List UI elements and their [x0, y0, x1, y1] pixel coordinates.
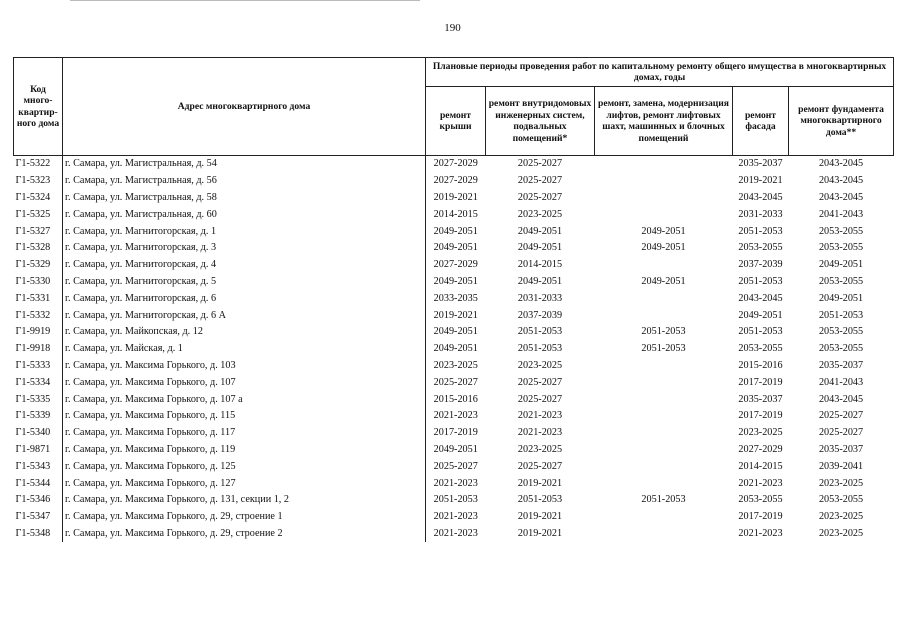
cell-lifts: 2051-2053: [641, 326, 686, 338]
cell-address: г. Самара, ул. Максима Горького, д. 115: [63, 408, 426, 425]
cell-code: Г1-5347: [14, 509, 63, 526]
cell-lifts: [595, 442, 733, 459]
table-row: [14, 492, 894, 509]
cell-address: г. Самара, ул. Максима Горького, д. 107: [63, 374, 426, 391]
cell-facade: 2017-2019: [738, 410, 783, 422]
cell-foundation: 2049-2051: [818, 259, 864, 271]
cell-address: г. Самара, ул. Максима Горького, д. 29, строение 1: [63, 509, 426, 526]
cell-systems: 2025-2027: [517, 393, 563, 405]
cell-facade: 2015-2016: [738, 359, 783, 371]
cell-address: г. Самара, ул. Максима Горького, д. 131, секции 1, 2: [63, 492, 426, 509]
table-row: [14, 374, 894, 391]
cell-address: г. Самара, ул. Магистральная, д. 58: [63, 190, 426, 207]
cell-roof: 2014-2015: [433, 208, 478, 220]
cell-facade: 2053-2055: [738, 494, 783, 506]
table-row: [14, 391, 894, 408]
cell-lifts: [595, 156, 733, 173]
cell-lifts: [595, 408, 733, 425]
cell-systems: 2021-2023: [517, 427, 563, 439]
cell-systems: 2019-2021: [517, 527, 563, 539]
cell-facade: 2035-2037: [738, 393, 783, 405]
cell-address: г. Самара, ул. Майская, д. 1: [63, 341, 426, 358]
cell-address: г. Самара, ул. Магнитогорская, д. 4: [63, 257, 426, 274]
cell-foundation: 2053-2055: [818, 326, 864, 338]
cell-roof: 2049-2051: [433, 326, 478, 338]
cell-lifts: [595, 391, 733, 408]
table-row: [14, 290, 894, 307]
cell-address: г. Самара, ул. Магнитогорская, д. 1: [63, 223, 426, 240]
cell-facade: 2021-2023: [738, 527, 783, 539]
table-row: [14, 341, 894, 358]
cell-code: Г1-5331: [14, 290, 63, 307]
cell-facade: 2053-2055: [738, 242, 783, 254]
table-row: [14, 324, 894, 341]
cell-roof: 2027-2029: [433, 158, 478, 170]
header-systems: ремонт внутридомовых инженерных систем, подвальных помещений*: [486, 87, 595, 156]
cell-address: г. Самара, ул. Максима Горького, д. 127: [63, 475, 426, 492]
cell-systems: 2025-2027: [517, 175, 563, 187]
cell-code: Г1-5325: [14, 206, 63, 223]
cell-address: г. Самара, ул. Максима Горького, д. 119: [63, 442, 426, 459]
table-row: [14, 206, 894, 223]
cell-code: Г1-5330: [14, 274, 63, 291]
cell-roof: 2021-2023: [433, 511, 478, 523]
cell-roof: 2025-2027: [433, 460, 478, 472]
table-row: [14, 223, 894, 240]
header-periods-group: Плановые периоды проведения работ по капитальному ремонту общего имущества в многоквартирных домах, годы: [426, 58, 894, 87]
cell-lifts: [595, 475, 733, 492]
cell-code: Г1-5343: [14, 458, 63, 475]
cell-systems: 2051-2053: [517, 343, 563, 355]
cell-facade: 2023-2025: [738, 427, 783, 439]
cell-roof: 2049-2051: [433, 443, 478, 455]
cell-code: Г1-5328: [14, 240, 63, 257]
cell-foundation: 2025-2027: [818, 427, 864, 439]
table-row: [14, 173, 894, 190]
cell-foundation: 2053-2055: [818, 242, 864, 254]
cell-roof: 2027-2029: [433, 259, 478, 271]
cell-facade: 2019-2021: [738, 175, 783, 187]
cell-systems: 2025-2027: [517, 376, 563, 388]
cell-foundation: 2043-2045: [818, 393, 864, 405]
cell-systems: 2049-2051: [517, 275, 563, 287]
cell-foundation: 2035-2037: [818, 443, 864, 455]
cell-address: г. Самара, ул. Максима Горького, д. 107 а: [63, 391, 426, 408]
cell-foundation: 2043-2045: [818, 191, 864, 203]
table-row: [14, 442, 894, 459]
cell-facade: 2051-2053: [738, 275, 783, 287]
cell-roof: 2015-2016: [433, 393, 478, 405]
table-row: [14, 257, 894, 274]
header-address: Адрес многоквартирного дома: [63, 58, 426, 156]
cell-code: Г1-5340: [14, 425, 63, 442]
cell-code: Г1-9918: [14, 341, 63, 358]
cell-code: Г1-5324: [14, 190, 63, 207]
cell-facade: 2053-2055: [738, 343, 783, 355]
cell-lifts: 2051-2053: [641, 494, 686, 506]
cell-lifts: 2049-2051: [641, 275, 686, 287]
cell-foundation: 2025-2027: [818, 410, 864, 422]
cell-code: Г1-9871: [14, 442, 63, 459]
cell-foundation: 2049-2051: [818, 292, 864, 304]
cell-foundation: 2023-2025: [818, 477, 864, 489]
top-edge-rule: [70, 0, 420, 1]
cell-roof: 2019-2021: [433, 309, 478, 321]
cell-lifts: [595, 257, 733, 274]
cell-roof: 2027-2029: [433, 175, 478, 187]
cell-roof: 2023-2025: [433, 359, 478, 371]
cell-foundation: 2053-2055: [818, 343, 864, 355]
table-row: [14, 307, 894, 324]
cell-address: г. Самара, ул. Магистральная, д. 56: [63, 173, 426, 190]
cell-code: Г1-5339: [14, 408, 63, 425]
cell-address: г. Самара, ул. Максима Горького, д. 103: [63, 358, 426, 375]
cell-address: г. Самара, ул. Майкопская, д. 12: [63, 324, 426, 341]
table-row: [14, 526, 894, 543]
table-row: [14, 274, 894, 291]
cell-systems: 2049-2051: [517, 242, 563, 254]
cell-facade: 2051-2053: [738, 326, 783, 338]
cell-roof: 2049-2051: [433, 275, 478, 287]
table-row: [14, 475, 894, 492]
cell-roof: 2021-2023: [433, 477, 478, 489]
table-row: [14, 408, 894, 425]
cell-code: Г1-5332: [14, 307, 63, 324]
cell-systems: 2051-2053: [517, 326, 563, 338]
cell-address: г. Самара, ул. Максима Горького, д. 125: [63, 458, 426, 475]
cell-systems: 2025-2027: [517, 158, 563, 170]
cell-facade: 2051-2053: [738, 225, 783, 237]
cell-facade: 2017-2019: [738, 511, 783, 523]
cell-facade: 2027-2029: [738, 443, 783, 455]
table-row: [14, 156, 894, 173]
cell-lifts: [595, 509, 733, 526]
cell-code: Г1-5323: [14, 173, 63, 190]
cell-code: Г1-5329: [14, 257, 63, 274]
cell-foundation: 2023-2025: [818, 527, 864, 539]
cell-lifts: 2049-2051: [641, 242, 686, 254]
cell-foundation: 2043-2045: [818, 158, 864, 170]
cell-systems: 2025-2027: [517, 191, 563, 203]
cell-lifts: [595, 425, 733, 442]
cell-lifts: [595, 358, 733, 375]
header-facade: ремонт фасада: [733, 87, 789, 156]
header-code: Код много-квартир-ного дома: [14, 58, 63, 156]
cell-foundation: 2039-2041: [818, 460, 864, 472]
cell-systems: 2025-2027: [517, 460, 563, 472]
table-header: [14, 58, 894, 156]
cell-roof: 2049-2051: [433, 242, 478, 254]
cell-roof: 2021-2023: [433, 527, 478, 539]
cell-facade: 2049-2051: [738, 309, 783, 321]
cell-roof: 2033-2035: [433, 292, 478, 304]
cell-code: Г1-5348: [14, 526, 63, 543]
cell-foundation: 2051-2053: [818, 309, 864, 321]
cell-roof: 2021-2023: [433, 410, 478, 422]
table-row: [14, 240, 894, 257]
header-lifts: ремонт, замена, модернизация лифтов, ремонт лифтовых шахт, машинных и блочных помещений: [595, 87, 733, 156]
cell-foundation: 2041-2043: [818, 208, 864, 220]
cell-address: г. Самара, ул. Максима Горького, д. 117: [63, 425, 426, 442]
cell-foundation: 2053-2055: [818, 225, 864, 237]
cell-code: Г1-5334: [14, 374, 63, 391]
table-row: [14, 190, 894, 207]
cell-systems: 2014-2015: [517, 259, 563, 271]
cell-foundation: 2035-2037: [818, 359, 864, 371]
cell-roof: 2019-2021: [433, 191, 478, 203]
cell-roof: 2025-2027: [433, 376, 478, 388]
cell-systems: 2049-2051: [517, 225, 563, 237]
table-body: [14, 156, 894, 543]
table-row: [14, 358, 894, 375]
cell-systems: 2023-2025: [517, 359, 563, 371]
header-roof: ремонт крыши: [426, 87, 486, 156]
cell-roof: 2049-2051: [433, 343, 478, 355]
page-number: 190: [444, 22, 461, 34]
cell-facade: 2031-2033: [738, 208, 783, 220]
cell-foundation: 2023-2025: [818, 511, 864, 523]
cell-facade: 2043-2045: [738, 191, 783, 203]
table-row: [14, 458, 894, 475]
header-foundation: ремонт фундамента многоквартирного дома**: [789, 87, 894, 156]
cell-facade: 2021-2023: [738, 477, 783, 489]
cell-systems: 2019-2021: [517, 477, 563, 489]
cell-lifts: [595, 190, 733, 207]
cell-roof: 2017-2019: [433, 427, 478, 439]
cell-lifts: [595, 173, 733, 190]
cell-lifts: [595, 206, 733, 223]
cell-systems: 2023-2025: [517, 208, 563, 220]
cell-systems: 2037-2039: [517, 309, 563, 321]
cell-code: Г1-5327: [14, 223, 63, 240]
cell-address: г. Самара, ул. Магнитогорская, д. 6: [63, 290, 426, 307]
cell-lifts: [595, 374, 733, 391]
cell-foundation: 2043-2045: [818, 175, 864, 187]
cell-lifts: [595, 307, 733, 324]
cell-facade: 2035-2037: [738, 158, 783, 170]
cell-lifts: [595, 526, 733, 543]
cell-address: г. Самара, ул. Магнитогорская, д. 6 А: [63, 307, 426, 324]
cell-systems: 2023-2025: [517, 443, 563, 455]
cell-code: Г1-5346: [14, 492, 63, 509]
cell-facade: 2014-2015: [738, 460, 783, 472]
cell-address: г. Самара, ул. Магнитогорская, д. 3: [63, 240, 426, 257]
cell-facade: 2037-2039: [738, 259, 783, 271]
cell-lifts: 2051-2053: [641, 343, 686, 355]
cell-roof: 2049-2051: [433, 225, 478, 237]
cell-foundation: 2053-2055: [818, 275, 864, 287]
cell-code: Г1-5335: [14, 391, 63, 408]
table-row: [14, 425, 894, 442]
table-row: [14, 509, 894, 526]
cell-lifts: [595, 458, 733, 475]
cell-lifts: 2049-2051: [641, 225, 686, 237]
cell-facade: 2043-2045: [738, 292, 783, 304]
cell-address: г. Самара, ул. Магистральная, д. 60: [63, 206, 426, 223]
cell-code: Г1-5344: [14, 475, 63, 492]
cell-systems: 2031-2033: [517, 292, 563, 304]
cell-code: Г1-5333: [14, 358, 63, 375]
cell-lifts: [595, 290, 733, 307]
cell-systems: 2019-2021: [517, 511, 563, 523]
cell-address: г. Самара, ул. Магнитогорская, д. 5: [63, 274, 426, 291]
cell-foundation: 2053-2055: [818, 494, 864, 506]
cell-systems: 2051-2053: [517, 494, 563, 506]
cell-code: Г1-9919: [14, 324, 63, 341]
cell-facade: 2017-2019: [738, 376, 783, 388]
cell-code: Г1-5322: [14, 156, 63, 173]
cell-foundation: 2041-2043: [818, 376, 864, 388]
cell-systems: 2021-2023: [517, 410, 563, 422]
cell-roof: 2051-2053: [433, 494, 478, 506]
cell-address: г. Самара, ул. Магистральная, д. 54: [63, 156, 426, 173]
cell-address: г. Самара, ул. Максима Горького, д. 29, строение 2: [63, 526, 426, 543]
capital-repair-table: [13, 57, 894, 542]
